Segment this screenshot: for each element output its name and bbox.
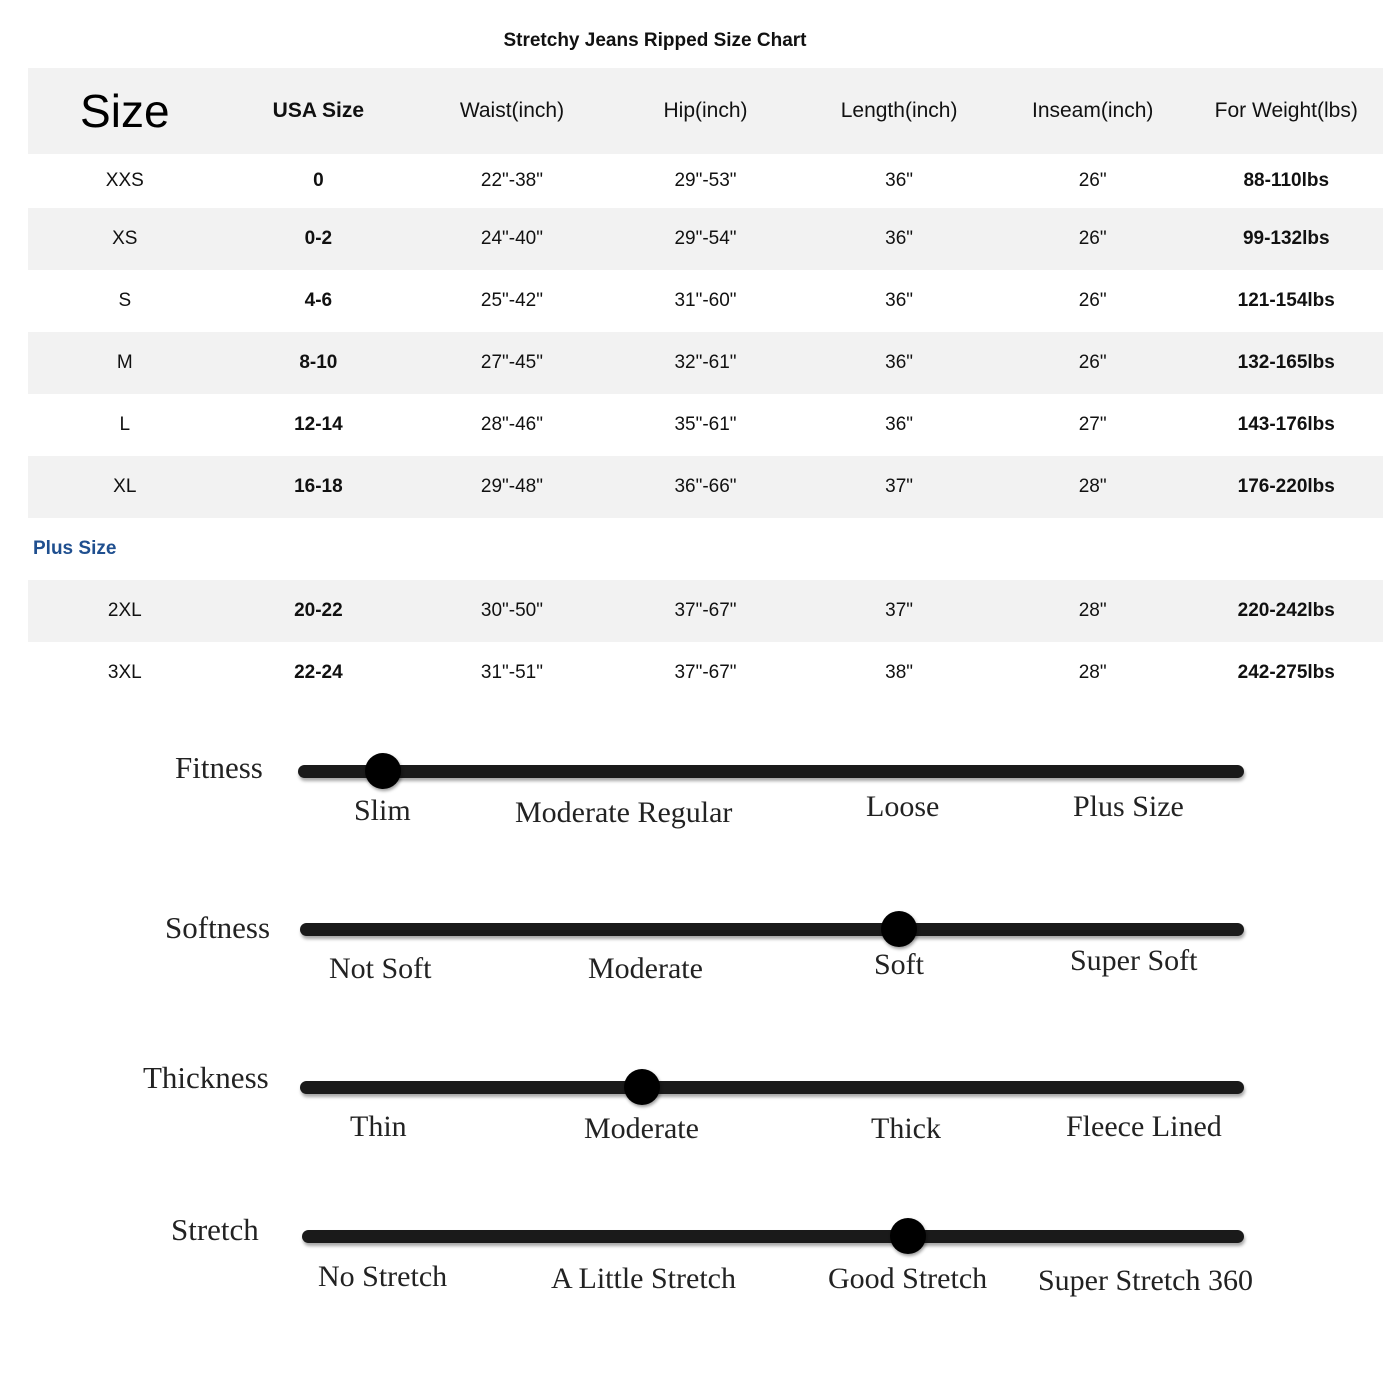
table-cell: 3XL	[107, 662, 142, 683]
table-cell: 24"-40"	[480, 228, 543, 249]
header-weight: For Weight(lbs)	[1214, 99, 1358, 122]
table-cell: 132-165lbs	[1237, 352, 1335, 373]
table-row	[28, 332, 1383, 394]
table-cell: 0	[313, 170, 324, 191]
table-cell: 37"	[885, 600, 914, 621]
plus-table-body	[28, 580, 1383, 704]
scale-option: Moderate	[588, 952, 703, 985]
table-cell: 0-2	[304, 228, 333, 249]
scale-option: No Stretch	[318, 1260, 448, 1293]
table-cell: 28"	[1078, 600, 1107, 621]
table-cell: 121-154lbs	[1237, 290, 1335, 311]
table-cell: XL	[113, 476, 137, 497]
scale-track	[300, 1081, 1244, 1094]
table-row	[28, 394, 1383, 456]
table-cell: 99-132lbs	[1242, 228, 1330, 249]
table-cell: 31"-60"	[674, 290, 737, 311]
header-hip: Hip(inch)	[663, 99, 748, 122]
table-cell: 36"-66"	[674, 476, 737, 497]
scale-option: Moderate Regular	[515, 796, 733, 829]
scale-label: Softness	[165, 910, 271, 945]
table-row	[28, 270, 1383, 332]
table-cell: 176-220lbs	[1237, 476, 1335, 497]
table-row	[28, 580, 1383, 642]
header-inseam: Inseam(inch)	[1031, 99, 1154, 122]
table-cell: XS	[112, 228, 138, 249]
table-cell: 28"	[1078, 476, 1107, 497]
table-cell: 37"-67"	[674, 662, 737, 683]
table-cell: 27"	[1078, 414, 1107, 435]
table-cell: 32"-61"	[674, 352, 737, 373]
table-cell: 38"	[885, 662, 914, 683]
table-cell: 2XL	[107, 600, 142, 621]
table-cell: 16-18	[294, 476, 343, 497]
table-cell: 36"	[885, 414, 914, 435]
header-usa-size: USA Size	[272, 99, 365, 122]
table-cell: 26"	[1078, 228, 1107, 249]
scale-label: Fitness	[175, 750, 263, 785]
table-cell: 26"	[1078, 170, 1107, 191]
table-row	[28, 208, 1383, 270]
table-cell: 143-176lbs	[1237, 414, 1335, 435]
table-cell: 35"-61"	[674, 414, 737, 435]
scale-option: Thin	[350, 1110, 407, 1143]
table-cell: 30"-50"	[480, 600, 543, 621]
table-cell: 22"-38"	[480, 170, 543, 191]
scale-knob	[624, 1069, 660, 1105]
scale-option: Moderate	[584, 1112, 699, 1145]
chart-title: Stretchy Jeans Ripped Size Chart	[503, 30, 807, 51]
table-cell: S	[118, 290, 132, 311]
table-cell: 36"	[885, 228, 914, 249]
table-cell: 29"-53"	[674, 170, 737, 191]
table-cell: 26"	[1078, 290, 1107, 311]
table-cell: M	[116, 352, 133, 373]
scale-option: A Little Stretch	[551, 1262, 736, 1295]
table-cell: 88-110lbs	[1243, 170, 1330, 191]
table-cell: L	[119, 414, 131, 435]
scale-fitness	[0, 750, 1400, 870]
scale-option: Thick	[871, 1112, 941, 1145]
table-cell: 29"-54"	[674, 228, 737, 249]
table-cell: 220-242lbs	[1237, 600, 1335, 621]
scale-option: Super Soft	[1070, 944, 1198, 977]
table-cell: 20-22	[294, 600, 343, 621]
table-cell: 26"	[1078, 352, 1107, 373]
table-header	[28, 68, 1383, 154]
scale-option: Fleece Lined	[1066, 1110, 1222, 1143]
scale-track	[302, 1230, 1244, 1243]
table-cell: 31"-51"	[480, 662, 543, 683]
plus-size-label: Plus Size	[33, 538, 117, 559]
table-cell: 12-14	[294, 414, 343, 435]
size-table	[28, 68, 1383, 704]
table-cell: 37"	[885, 476, 914, 497]
table-cell: 28"-46"	[480, 414, 543, 435]
scale-track	[298, 765, 1244, 778]
table-cell: XXS	[105, 170, 144, 191]
table-cell: 37"-67"	[674, 600, 737, 621]
table-cell: 36"	[885, 170, 914, 191]
table-row	[28, 154, 1383, 208]
table-cell: 28"	[1078, 662, 1107, 683]
scale-option: Slim	[354, 794, 411, 827]
scale-option: Good Stretch	[828, 1262, 988, 1295]
scale-option: Not Soft	[329, 952, 432, 985]
scale-stretch	[0, 1212, 1400, 1332]
scale-label: Stretch	[171, 1212, 259, 1247]
scale-knob	[365, 753, 401, 789]
scale-softness	[0, 910, 1400, 1030]
header-length: Length(inch)	[840, 99, 958, 122]
table-cell: 27"-45"	[480, 352, 543, 373]
table-cell: 25"-42"	[480, 290, 543, 311]
scale-option: Loose	[866, 790, 940, 823]
table-cell: 8-10	[299, 352, 338, 373]
table-row	[28, 456, 1383, 518]
table-body	[28, 154, 1383, 518]
table-cell: 29"-48"	[480, 476, 543, 497]
table-cell: 242-275lbs	[1237, 662, 1335, 683]
table-cell: 36"	[885, 290, 914, 311]
scale-option: Plus Size	[1073, 790, 1184, 823]
table-cell: 22-24	[294, 662, 343, 683]
scale-label: Thickness	[143, 1060, 269, 1095]
table-cell: 36"	[885, 352, 914, 373]
scale-option: Soft	[874, 948, 925, 981]
header-size: Size	[80, 85, 170, 137]
scale-thickness	[0, 1060, 1400, 1180]
plus-size-row	[28, 518, 1383, 580]
scale-knob	[881, 911, 917, 947]
table-cell: 4-6	[304, 290, 333, 311]
scale-track	[300, 923, 1244, 936]
header-waist: Waist(inch)	[459, 99, 565, 122]
scale-option: Super Stretch 360	[1038, 1264, 1253, 1297]
scale-knob	[890, 1218, 926, 1254]
table-row	[28, 642, 1383, 704]
